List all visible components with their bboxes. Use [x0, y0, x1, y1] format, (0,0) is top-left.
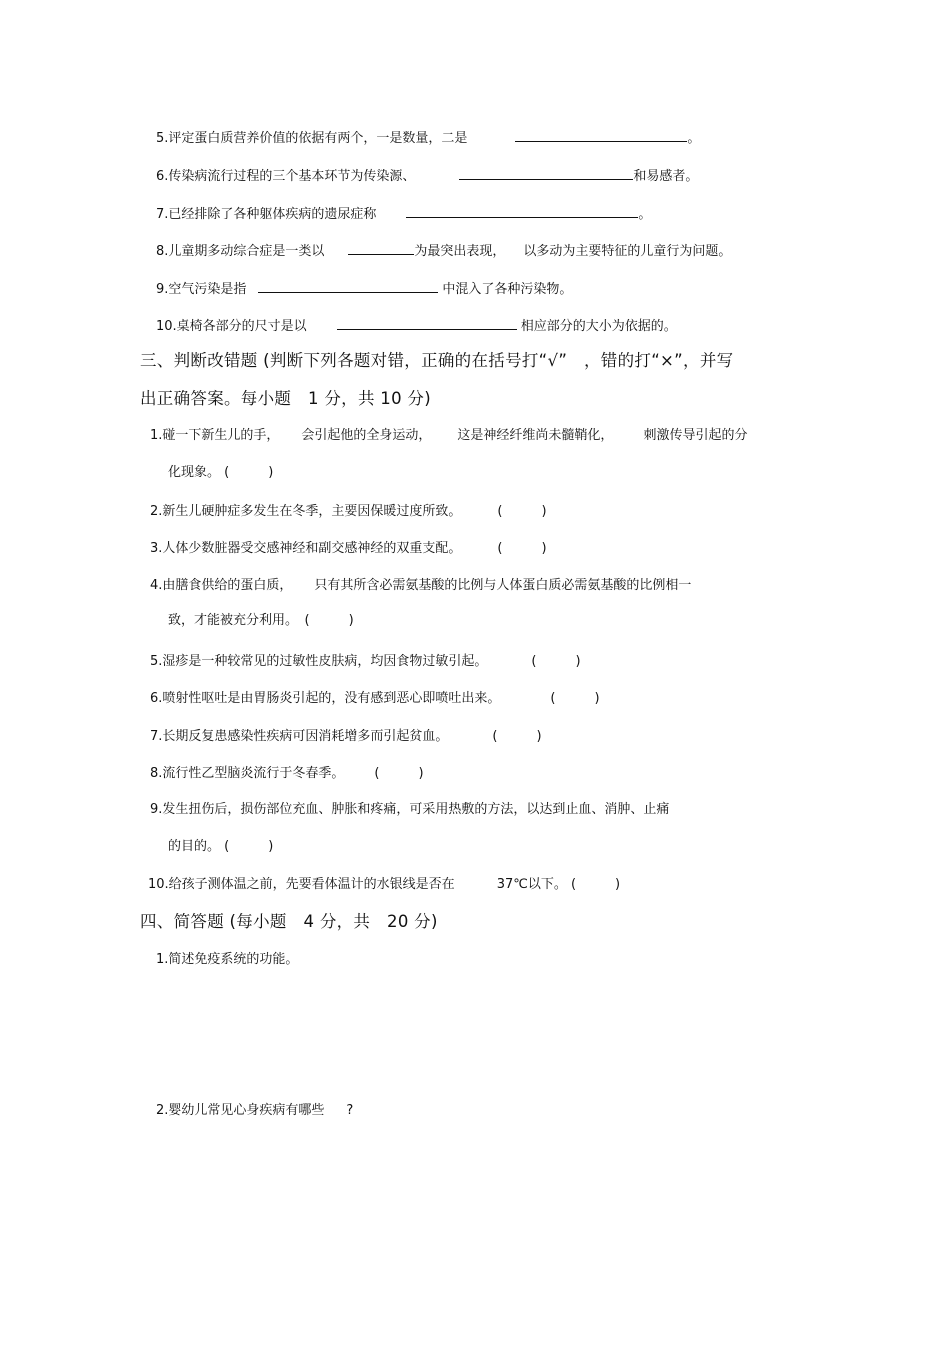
- question-mark: ?: [346, 1103, 354, 1118]
- judge-text: 8.流行性乙型脑炎流行于冬春季。: [150, 766, 345, 781]
- section-3-heading: 三、判断改错题 (判断下列各题对错，正确的在括号打“√” ，错的打“×”，并写: [140, 351, 734, 370]
- judge-text: 37℃以下。 ( ): [496, 877, 621, 892]
- answer-bracket: ( ): [531, 654, 581, 669]
- judge-1: [150, 427, 747, 445]
- fill-in-text: 8.儿童期多动综合症是一类以: [156, 244, 325, 259]
- judge-10: [148, 876, 620, 894]
- fill-in-6: [156, 166, 698, 186]
- fill-in-text: 。: [638, 207, 652, 222]
- fill-in-10: [156, 316, 677, 336]
- answer-bracket: ( ): [492, 729, 542, 744]
- question-text: 2.婴幼儿常见心身疾病有哪些: [156, 1103, 325, 1118]
- answer-bracket: ( ): [497, 541, 547, 556]
- fill-in-8: [156, 241, 731, 261]
- fill-in-text: 5.评定蛋白质营养价值的依据有两个，一是数量，二是: [156, 131, 468, 146]
- fill-in-text: 中混入了各种污染物。: [442, 282, 573, 297]
- answer-bracket: ( ): [497, 504, 547, 519]
- answer-blank: [337, 316, 517, 330]
- fill-in-text: 以多动为主要特征的儿童行为问题。: [523, 244, 732, 259]
- judge-text: 2.新生儿硬肿症多发生在冬季，主要因保暖过度所致。: [150, 504, 462, 519]
- judge-text: 3.人体少数脏器受交感神经和副交感神经的双重支配。: [150, 541, 462, 556]
- answer-bracket: ( ): [374, 766, 424, 781]
- judge-text: 6.喷射性呕吐是由胃肠炎引起的，没有感到恶心即喷吐出来。: [150, 691, 501, 706]
- fill-in-7: [156, 204, 651, 224]
- judge-8: [150, 765, 424, 783]
- judge-text: 7.长期反复患感染性疾病可因消耗增多而引起贫血。: [150, 729, 449, 744]
- judge-text: 1.碰一下新生儿的手，: [150, 428, 280, 443]
- judge-1-cont: 化现象。 ( ): [168, 465, 274, 480]
- judge-text: 4.由膳食供给的蛋白质，: [150, 578, 293, 593]
- short-answer-2: [156, 1102, 353, 1120]
- short-answer-1: 1.简述免疫系统的功能。: [156, 952, 299, 967]
- answer-blank: [515, 128, 687, 142]
- judge-9: [150, 801, 669, 819]
- judge-9-cont: 的目的。 ( ): [168, 839, 274, 854]
- judge-3: [150, 540, 547, 558]
- fill-in-text: 9.空气污染是指: [156, 282, 247, 297]
- section-4-heading: 四、简答题 (每小题 4 分，共 20 分): [140, 912, 438, 931]
- judge-6: [150, 690, 600, 708]
- judge-text: 5.湿疹是一种较常见的过敏性皮肤病，均因食物过敏引起。: [150, 654, 488, 669]
- judge-text: 10.给孩子测体温之前，先要看体温计的水银线是否在: [148, 877, 455, 892]
- fill-in-text: 10.桌椅各部分的尺寸是以: [156, 319, 307, 334]
- fill-in-text: 7.已经排除了各种躯体疾病的遗尿症称: [156, 207, 377, 222]
- judge-text: 只有其所含必需氨基酸的比例与人体蛋白质必需氨基酸的比例相一: [314, 578, 692, 593]
- fill-in-9: [156, 279, 572, 299]
- fill-in-text: 6.传染病流行过程的三个基本环节为传染源、: [156, 169, 416, 184]
- judge-text: 刺激传导引起的分: [643, 428, 748, 443]
- judge-7: [150, 728, 542, 746]
- answer-bracket: ( ): [550, 691, 600, 706]
- answer-blank: [406, 204, 638, 218]
- fill-in-5: [156, 128, 700, 148]
- judge-5: [150, 653, 581, 671]
- fill-in-text: 。: [687, 131, 701, 146]
- answer-blank: [459, 166, 633, 180]
- judge-2: [150, 503, 547, 521]
- answer-blank: [348, 241, 414, 255]
- judge-4: [150, 577, 691, 595]
- fill-in-text: 和易感者。: [633, 169, 699, 184]
- judge-text: 这是神经纤维尚未髓鞘化，: [457, 428, 614, 443]
- fill-in-text: 相应部分的大小为依据的。: [520, 319, 677, 334]
- judge-text: 会引起他的全身运动，: [301, 428, 432, 443]
- section-3-heading-cont: 出正确答案。每小题 1 分，共 10 分): [140, 389, 431, 408]
- answer-blank: [258, 279, 438, 293]
- fill-in-text: 为最突出表现，: [414, 244, 506, 259]
- judge-text: 9.发生扭伤后，损伤部位充血、肿胀和疼痛，可采用热敷的方法，以达到止血、消肿、止痛: [150, 802, 670, 817]
- judge-4-cont: 致，才能被充分利用。 ( ): [168, 613, 354, 628]
